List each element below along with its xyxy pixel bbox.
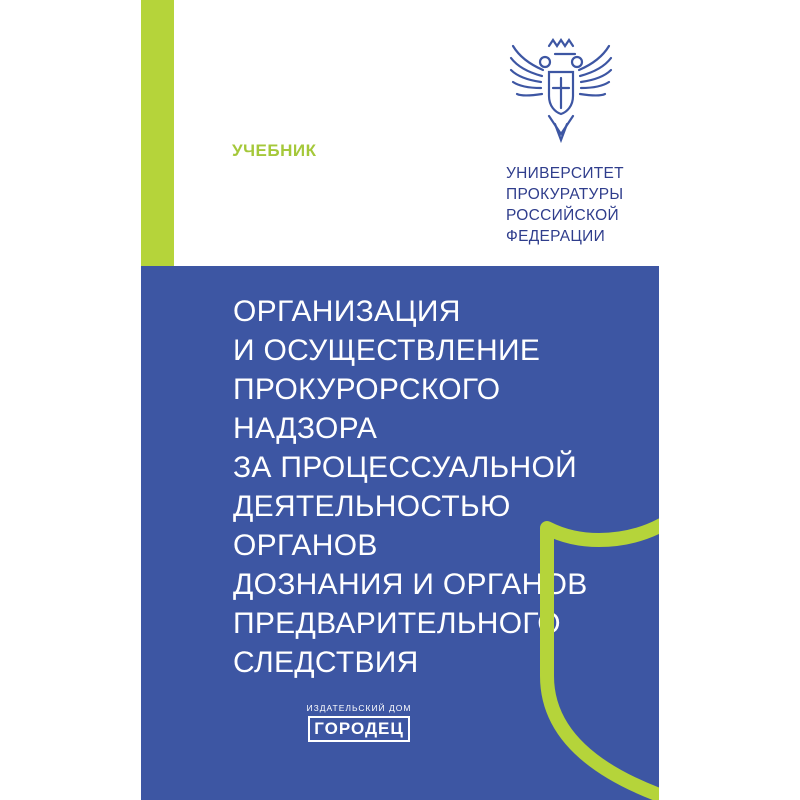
title-line: ДЕЯТЕЛЬНОСТЬЮ ОРГАНОВ bbox=[233, 490, 511, 562]
university-line: РОССИЙСКОЙ bbox=[506, 207, 619, 224]
publisher-top-text: ИЗДАТЕЛЬСКИЙ ДОМ bbox=[306, 703, 412, 713]
double-headed-eagle-emblem-icon bbox=[509, 38, 613, 146]
cover-top-section bbox=[141, 0, 659, 266]
title-line: ДОЗНАНИЯ И ОРГАНОВ bbox=[233, 568, 588, 601]
book-type-label: УЧЕБНИК bbox=[232, 141, 317, 160]
title-line: ОРГАНИЗАЦИЯ bbox=[233, 295, 461, 328]
title-line: ПРЕДВАРИТЕЛЬНОГО bbox=[233, 607, 561, 640]
book-cover bbox=[141, 0, 659, 800]
background-right bbox=[659, 0, 800, 800]
publisher-logo bbox=[289, 703, 429, 742]
title-line: ПРОКУРОРСКОГО НАДЗОРА bbox=[233, 373, 501, 445]
title-line: ЗА ПРОЦЕССУАЛЬНОЙ bbox=[233, 451, 578, 484]
cover-bottom-section bbox=[141, 266, 659, 800]
university-line: УНИВЕРСИТЕТ bbox=[506, 165, 624, 182]
title-line: СЛЕДСТВИЯ bbox=[233, 646, 419, 679]
shield-outline-icon bbox=[539, 506, 659, 800]
title-line: И ОСУЩЕСТВЛЕНИЕ bbox=[233, 334, 541, 367]
university-line: ПРОКУРАТУРЫ bbox=[506, 186, 624, 203]
green-stripe bbox=[141, 0, 174, 266]
university-name bbox=[506, 163, 656, 247]
publisher-name: ГОРОДЕЦ bbox=[308, 716, 410, 742]
university-line: ФЕДЕРАЦИИ bbox=[506, 228, 606, 245]
